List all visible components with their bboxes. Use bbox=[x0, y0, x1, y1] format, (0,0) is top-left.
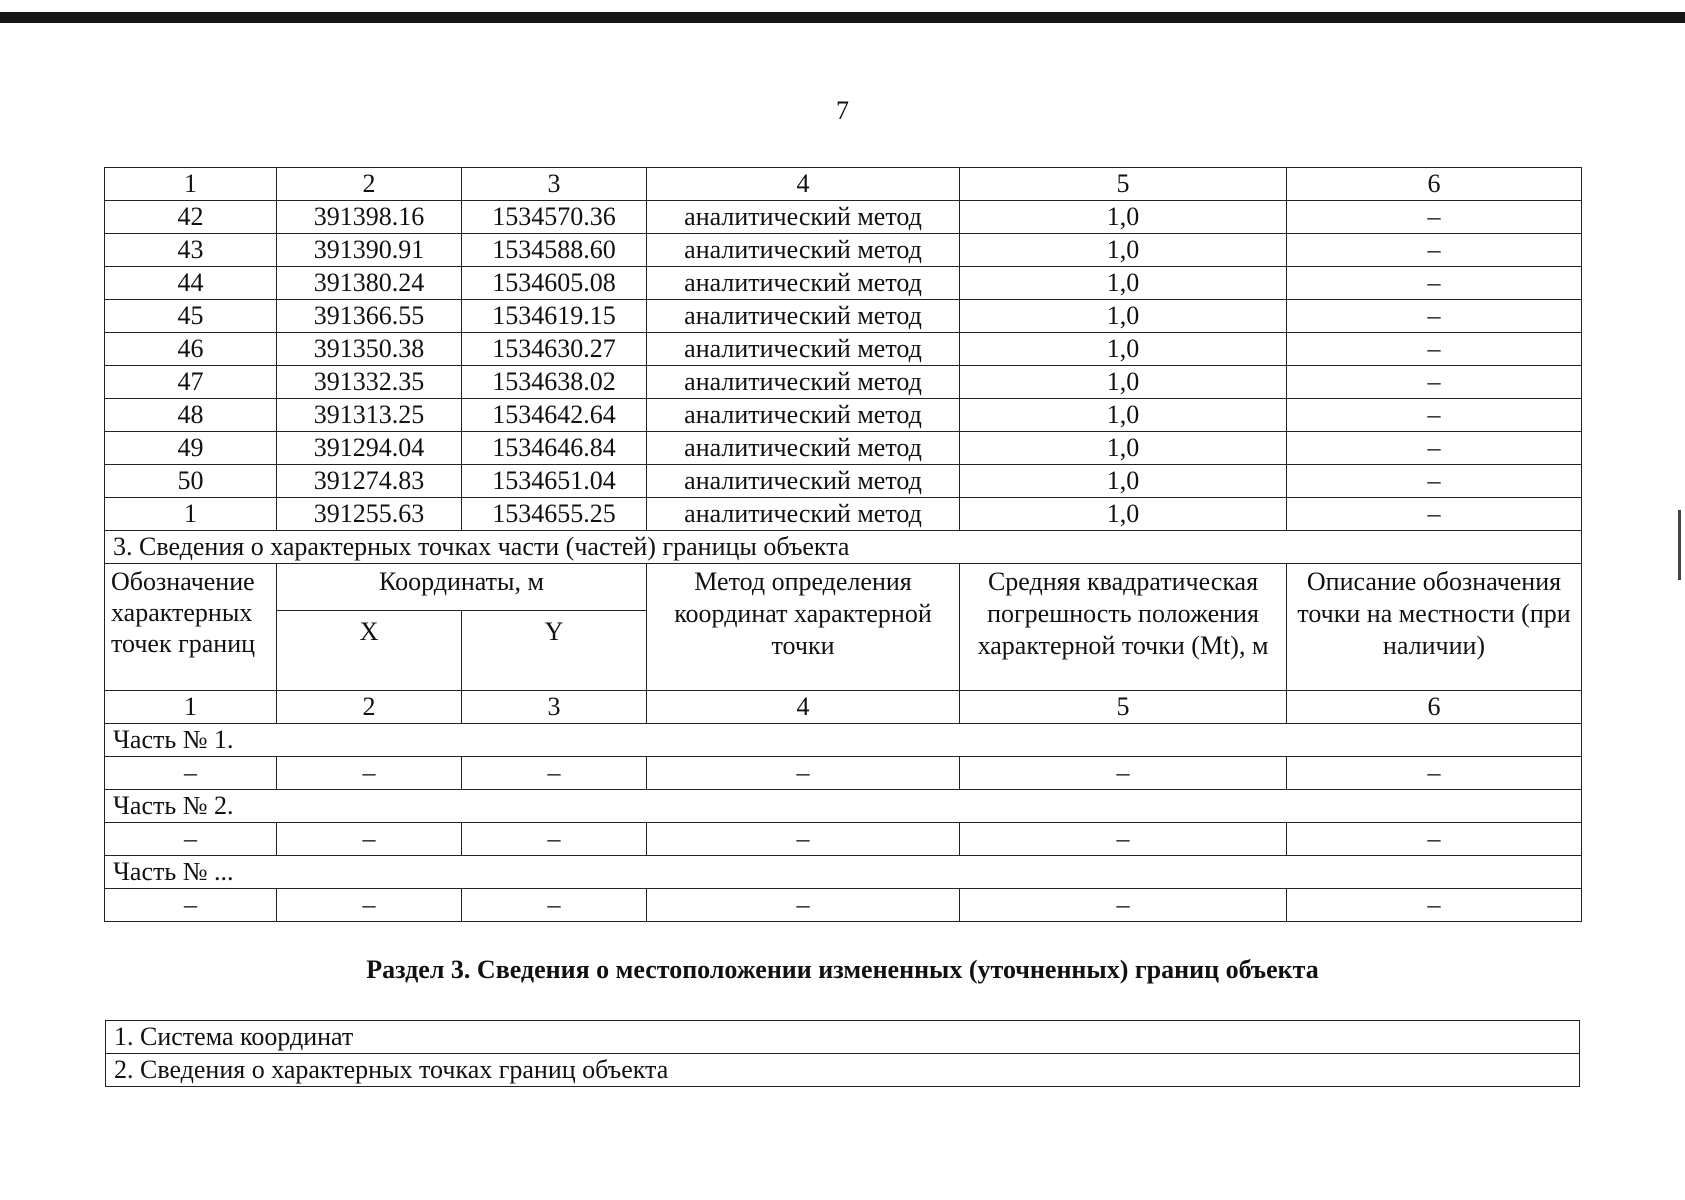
mt-cell: 1,0 bbox=[960, 366, 1287, 399]
mt-cell: 1,0 bbox=[960, 201, 1287, 234]
part-label-row bbox=[105, 856, 1582, 889]
y-cell: 1534638.02 bbox=[462, 366, 647, 399]
dash-cell: – bbox=[277, 823, 462, 856]
dash-cell: – bbox=[960, 757, 1287, 790]
header-designation: Обозначение характерных точек границ bbox=[105, 564, 277, 691]
method-cell: аналитический метод bbox=[647, 399, 960, 432]
col-num-cell: 6 bbox=[1287, 168, 1582, 201]
desc-cell: – bbox=[1287, 432, 1582, 465]
x-cell: 391274.83 bbox=[277, 465, 462, 498]
x-cell: 391390.91 bbox=[277, 234, 462, 267]
table-row bbox=[105, 300, 1582, 333]
y-cell: 1534619.15 bbox=[462, 300, 647, 333]
dash-cell: – bbox=[647, 823, 960, 856]
part-label: Часть № ... bbox=[105, 856, 1582, 889]
desc-cell: – bbox=[1287, 333, 1582, 366]
method-cell: аналитический метод bbox=[647, 333, 960, 366]
x-cell: 391313.25 bbox=[277, 399, 462, 432]
scan-edge-mark bbox=[1678, 510, 1681, 580]
mt-cell: 1,0 bbox=[960, 234, 1287, 267]
dash-cell: – bbox=[1287, 757, 1582, 790]
page-number: 7 bbox=[836, 96, 849, 125]
table-row bbox=[105, 234, 1582, 267]
mt-cell: 1,0 bbox=[960, 333, 1287, 366]
method-cell: аналитический метод bbox=[647, 465, 960, 498]
table-row bbox=[105, 498, 1582, 531]
desc-cell: – bbox=[1287, 201, 1582, 234]
desc-cell: – bbox=[1287, 498, 1582, 531]
point-cell: 48 bbox=[105, 399, 277, 432]
x-cell: 391380.24 bbox=[277, 267, 462, 300]
col-num-cell: 5 bbox=[960, 691, 1287, 724]
dash-cell: – bbox=[105, 823, 277, 856]
col-num-cell: 4 bbox=[647, 168, 960, 201]
coordinate-system-cell: 1. Система координат bbox=[106, 1021, 1580, 1054]
col-num-cell: 2 bbox=[277, 168, 462, 201]
col-num-cell: 3 bbox=[462, 691, 647, 724]
mt-cell: 1,0 bbox=[960, 267, 1287, 300]
dash-cell: – bbox=[960, 823, 1287, 856]
y-cell: 1534655.25 bbox=[462, 498, 647, 531]
y-cell: 1534570.36 bbox=[462, 201, 647, 234]
desc-cell: – bbox=[1287, 267, 1582, 300]
desc-cell: – bbox=[1287, 465, 1582, 498]
table-row bbox=[105, 399, 1582, 432]
desc-cell: – bbox=[1287, 234, 1582, 267]
y-cell: 1534642.64 bbox=[462, 399, 647, 432]
mt-cell: 1,0 bbox=[960, 300, 1287, 333]
dash-cell: – bbox=[462, 823, 647, 856]
col-num-cell: 5 bbox=[960, 168, 1287, 201]
dash-cell: – bbox=[960, 889, 1287, 922]
header-row-top bbox=[105, 564, 1582, 611]
boundary-points-cell: 2. Сведения о характерных точках границ объекта bbox=[106, 1054, 1580, 1087]
x-cell: 391398.16 bbox=[277, 201, 462, 234]
x-cell: 391366.55 bbox=[277, 300, 462, 333]
desc-cell: – bbox=[1287, 399, 1582, 432]
header-description: Описание обозначения точки на местности (при наличии) bbox=[1287, 564, 1582, 691]
header-x: X bbox=[277, 611, 462, 691]
method-cell: аналитический метод bbox=[647, 234, 960, 267]
point-cell: 44 bbox=[105, 267, 277, 300]
y-cell: 1534646.84 bbox=[462, 432, 647, 465]
col-num-cell: 2 bbox=[277, 691, 462, 724]
col-num-cell: 1 bbox=[105, 168, 277, 201]
section-3-title: Раздел 3. Сведения о местоположении измененных (уточненных) границ объекта bbox=[366, 955, 1319, 984]
y-cell: 1534605.08 bbox=[462, 267, 647, 300]
method-cell: аналитический метод bbox=[647, 201, 960, 234]
col-num-cell: 6 bbox=[1287, 691, 1582, 724]
point-cell: 46 bbox=[105, 333, 277, 366]
section-3-row bbox=[106, 1021, 1580, 1054]
desc-cell: – bbox=[1287, 366, 1582, 399]
method-cell: аналитический метод bbox=[647, 498, 960, 531]
method-cell: аналитический метод bbox=[647, 300, 960, 333]
dash-cell: – bbox=[105, 889, 277, 922]
dash-cell: – bbox=[462, 889, 647, 922]
top-rule bbox=[0, 12, 1685, 23]
point-cell: 42 bbox=[105, 201, 277, 234]
method-cell: аналитический метод bbox=[647, 432, 960, 465]
dash-cell: – bbox=[462, 757, 647, 790]
method-cell: аналитический метод bbox=[647, 267, 960, 300]
point-cell: 50 bbox=[105, 465, 277, 498]
x-cell: 391350.38 bbox=[277, 333, 462, 366]
subsection-row bbox=[105, 531, 1582, 564]
section-3-table bbox=[105, 1020, 1580, 1087]
header-coordinates: Координаты, м bbox=[277, 564, 647, 611]
mt-cell: 1,0 bbox=[960, 498, 1287, 531]
point-cell: 1 bbox=[105, 498, 277, 531]
dash-cell: – bbox=[647, 757, 960, 790]
dash-cell: – bbox=[277, 889, 462, 922]
mt-cell: 1,0 bbox=[960, 432, 1287, 465]
x-cell: 391255.63 bbox=[277, 498, 462, 531]
table-row bbox=[105, 432, 1582, 465]
part-values-row bbox=[105, 757, 1582, 790]
part-label-row bbox=[105, 790, 1582, 823]
y-cell: 1534588.60 bbox=[462, 234, 647, 267]
section-3-row bbox=[106, 1054, 1580, 1087]
x-cell: 391332.35 bbox=[277, 366, 462, 399]
point-cell: 47 bbox=[105, 366, 277, 399]
dash-cell: – bbox=[1287, 889, 1582, 922]
x-cell: 391294.04 bbox=[277, 432, 462, 465]
point-cell: 45 bbox=[105, 300, 277, 333]
header-y: Y bbox=[462, 611, 647, 691]
part-label: Часть № 2. bbox=[105, 790, 1582, 823]
part-values-row bbox=[105, 889, 1582, 922]
part-label: Часть № 1. bbox=[105, 724, 1582, 757]
table-row bbox=[105, 366, 1582, 399]
y-cell: 1534630.27 bbox=[462, 333, 647, 366]
part-label-row bbox=[105, 724, 1582, 757]
method-cell: аналитический метод bbox=[647, 366, 960, 399]
table-row bbox=[105, 201, 1582, 234]
column-number-row bbox=[105, 168, 1582, 201]
coordinates-table bbox=[104, 167, 1582, 922]
col-num-cell: 1 bbox=[105, 691, 277, 724]
part-values-row bbox=[105, 823, 1582, 856]
dash-cell: – bbox=[277, 757, 462, 790]
dash-cell: – bbox=[1287, 823, 1582, 856]
header-method: Метод определения координат характерной точки bbox=[647, 564, 960, 691]
mt-cell: 1,0 bbox=[960, 465, 1287, 498]
dash-cell: – bbox=[105, 757, 277, 790]
desc-cell: – bbox=[1287, 300, 1582, 333]
y-cell: 1534651.04 bbox=[462, 465, 647, 498]
table-row bbox=[105, 465, 1582, 498]
header-mt: Средняя квадратическая погрешность положения характерной точки (Mt), м bbox=[960, 564, 1287, 691]
table-row bbox=[105, 267, 1582, 300]
column-number-row bbox=[105, 691, 1582, 724]
col-num-cell: 3 bbox=[462, 168, 647, 201]
table-row bbox=[105, 333, 1582, 366]
col-num-cell: 4 bbox=[647, 691, 960, 724]
point-cell: 43 bbox=[105, 234, 277, 267]
dash-cell: – bbox=[647, 889, 960, 922]
subsection-title: 3. Сведения о характерных точках части (частей) границы объекта bbox=[105, 531, 1582, 564]
point-cell: 49 bbox=[105, 432, 277, 465]
mt-cell: 1,0 bbox=[960, 399, 1287, 432]
